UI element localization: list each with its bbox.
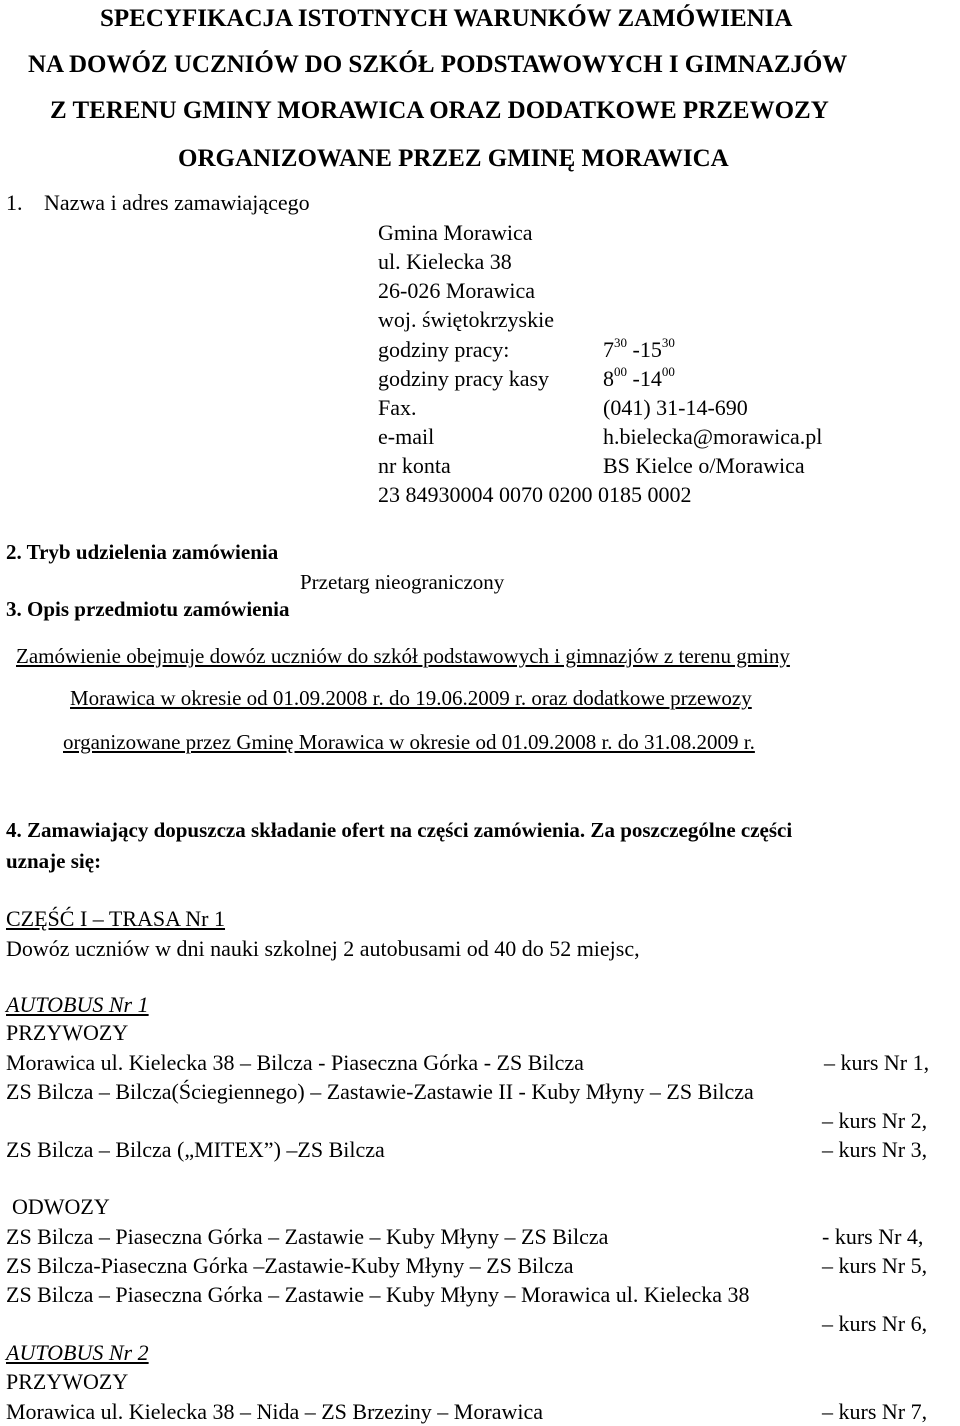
- fax-label: Fax.: [378, 395, 417, 420]
- section-3-text-line-1: Zamówienie obejmuje dowóz uczniów do szkół podstawowych i gimnazjów z terenu gminy: [16, 644, 790, 668]
- org-city: 26-026 Morawica: [378, 278, 536, 303]
- part-1-heading: CZĘŚĆ I – TRASA Nr 1: [6, 906, 226, 931]
- org-name: Gmina Morawica: [378, 220, 533, 245]
- route-4: ZS Bilcza – Piaseczna Górka – Zastawie – Kuby Młyny – ZS Bilcza: [6, 1224, 609, 1249]
- bus-2-outbound-label: PRZYWOZY: [6, 1369, 129, 1394]
- section-3-text-line-3: organizowane przez Gminę Morawica w okresie od 01.09.2008 r. do 31.08.2009 r.: [63, 730, 755, 754]
- bus-1-heading: AUTOBUS Nr 1: [6, 992, 149, 1017]
- route-7-kurs: – kurs Nr 7,: [822, 1399, 928, 1424]
- doc-title-line-2: NA DOWÓZ UCZNIÓW DO SZKÓŁ PODSTAWOWYCH I GIMNAZJÓW: [28, 51, 848, 78]
- cash-hours-value: $8^{00}$ $-14^{00}$: [603, 364, 675, 391]
- route-3-kurs: – kurs Nr 3,: [822, 1137, 928, 1162]
- route-5-kurs: – kurs Nr 5,: [822, 1253, 928, 1278]
- route-1-kurs: – kurs Nr 1,: [824, 1050, 930, 1075]
- section-2-value: Przetarg nieograniczony: [300, 570, 505, 594]
- bus-1-outbound-label: PRZYWOZY: [6, 1020, 129, 1045]
- account-number: 23 84930004 0070 0200 0185 0002: [378, 482, 692, 507]
- bus-2-heading: AUTOBUS Nr 2: [6, 1340, 149, 1365]
- route-2: ZS Bilcza – Bilcza(Ściegiennego) – Zastawie-Zastawie II - Kuby Młyny – ZS Bilcza: [6, 1079, 754, 1104]
- route-4-kurs: - kurs Nr 4,: [822, 1224, 924, 1249]
- doc-title-line-4: ORGANIZOWANE PRZEZ GMINĘ MORAWICA: [178, 145, 729, 172]
- account-bank: BS Kielce o/Morawica: [603, 453, 805, 478]
- org-street: ul. Kielecka 38: [378, 249, 512, 274]
- route-6: ZS Bilcza – Piaseczna Górka – Zastawie – Kuby Młyny – Morawica ul. Kielecka 38: [6, 1282, 750, 1307]
- email-value[interactable]: h.bielecka@morawica.pl: [603, 424, 823, 449]
- bus-1-return-label: ODWOZY: [12, 1194, 110, 1219]
- section-1-heading: Nazwa i adres zamawiającego: [44, 190, 310, 215]
- fax-value: (041) 31-14-690: [603, 395, 748, 420]
- doc-title-line-1: SPECYFIKACJA ISTOTNYCH WARUNKÓW ZAMÓWIENIA: [100, 5, 793, 32]
- route-5: ZS Bilcza-Piaseczna Górka –Zastawie-Kuby Młyny – ZS Bilcza: [6, 1253, 574, 1278]
- org-region: woj. świętokrzyskie: [378, 307, 554, 332]
- route-1: Morawica ul. Kielecka 38 – Bilcza - Piaseczna Górka - ZS Bilcza: [6, 1050, 584, 1075]
- section-3-text-line-2: Morawica w okresie od 01.09.2008 r. do 19.06.2009 r. oraz dodatkowe przewozy: [70, 686, 752, 710]
- route-3: ZS Bilcza – Bilcza („MITEX”) –ZS Bilcza: [6, 1137, 385, 1162]
- route-2-kurs: – kurs Nr 2,: [822, 1108, 928, 1133]
- section-1-number: 1.: [6, 190, 23, 215]
- doc-title-line-3: Z TERENU GMINY MORAWICA ORAZ DODATKOWE PRZEWOZY: [50, 97, 829, 124]
- section-4-line-2: uznaje się:: [6, 849, 102, 873]
- cash-hours-label: godziny pracy kasy: [378, 366, 550, 391]
- section-3-heading: 3. Opis przedmiotu zamówienia: [6, 597, 290, 621]
- account-label: nr konta: [378, 453, 451, 478]
- section-2-heading: 2. Tryb udzielenia zamówienia: [6, 540, 279, 564]
- route-6-kurs: – kurs Nr 6,: [822, 1311, 928, 1336]
- part-1-description: Dowóz uczniów w dni nauki szkolnej 2 autobusami od 40 do 52 miejsc,: [6, 936, 640, 961]
- hours-label: godziny pracy:: [378, 337, 510, 362]
- email-label: e-mail: [378, 424, 435, 449]
- hours-value: $7^{30}$ $-15^{30}$: [603, 335, 675, 362]
- section-4-line-1: 4. Zamawiający dopuszcza składanie ofert na części zamówienia. Za poszczególne części: [6, 818, 793, 842]
- route-7: Morawica ul. Kielecka 38 – Nida – ZS Brzeziny – Morawica: [6, 1399, 543, 1424]
